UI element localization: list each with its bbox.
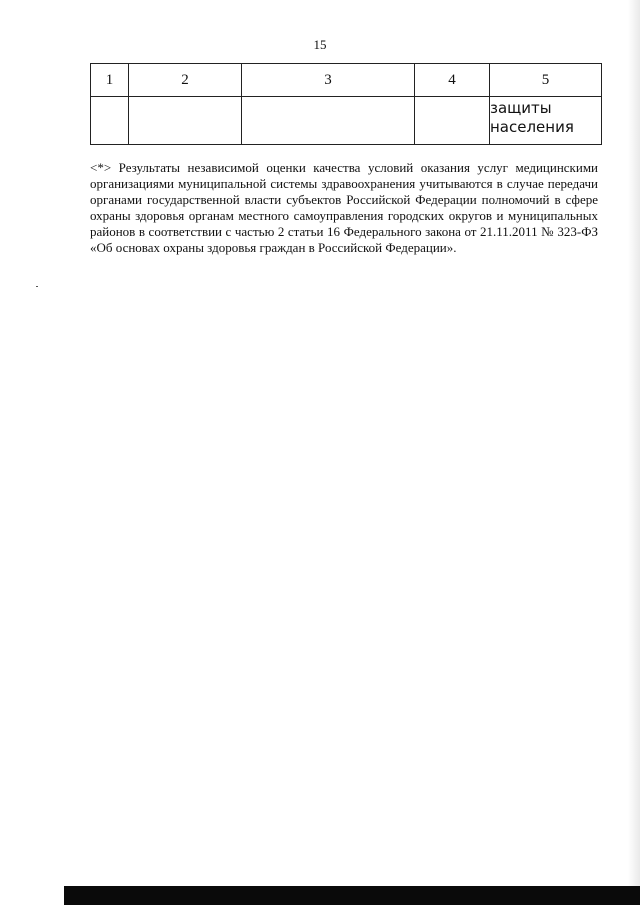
table-header-cell: 5 [490,64,602,97]
table-cell [91,97,129,145]
table-row [91,97,602,145]
table-cell-line: населения [490,118,574,136]
scan-edge-shadow [628,0,640,905]
table-cell [415,97,490,145]
scan-bottom-border [64,886,640,905]
table-header-cell: 1 [91,64,129,97]
data-table [90,63,602,145]
table-header-cell: 2 [129,64,242,97]
footnote-text: <*> Результаты независимой оценки качества условий оказания услуг медицинскими организациями муниципальной системы здравоохранения учитываются в случае передачи органами государственной власти субъектов Российской Федерации полномочий в сфере охраны здоровья органам местного самоуправления городских округов и муниципальных районов в соответствии с частью 2 статьи 16 Федерального закона от 21.11.2011 № 323-ФЗ «Об основах охраны здоровья граждан в Российской Федерации». [90,160,598,255]
scan-speck [36,286,38,287]
table-cell [242,97,415,145]
table-cell-line: защиты [490,99,552,117]
table-cell [129,97,242,145]
table-header-cell: 4 [415,64,490,97]
table-header-cell: 3 [242,64,415,97]
table-cell [490,97,602,145]
page-number: 15 [313,37,327,52]
table-header-row [91,64,602,97]
